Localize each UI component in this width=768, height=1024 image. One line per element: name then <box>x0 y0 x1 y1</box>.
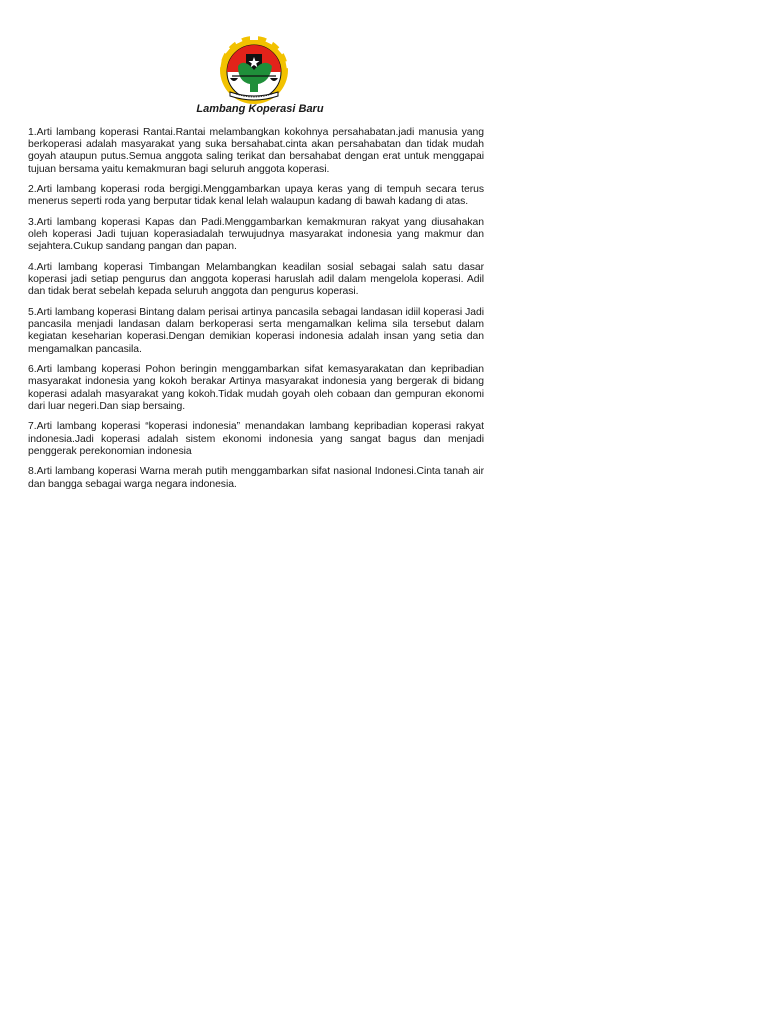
paragraph-roda-bergigi: 2.Arti lambang koperasi roda bergigi.Menggambarkan upaya keras yang di tempuh secara terus menerus seperti roda yang berputar tidak kenal lelah walaupun kadang di bawah kadang di atas. <box>28 184 484 208</box>
paragraph-kapas-padi: 3.Arti lambang koperasi Kapas dan Padi.Menggambarkan kemakmuran rakyat yang diusahakan oleh koperasi Jadi tujuan koperasiadalah terwujudnya masyarakat indonesia yang makmur dan sejahtera.Cukup sandang pangan dan papan. <box>28 217 484 253</box>
paragraph-bintang: 5.Arti lambang koperasi Bintang dalam perisai artinya pancasila sebagai landasan idiil koperasi Jadi pancasila menjadi landasan dalam berkoperasi serta mengamalkan kelima sila tersebut dalam kegiatan keseharian koperasi.Dengan demikian koperasi indonesia adalah insan yang setia dan mengamalkan pancasila. <box>28 307 484 355</box>
paragraph-koperasi-indonesia: 7.Arti lambang koperasi “koperasi indonesia” menandakan lambang kepribadian koperasi rakyat indonesia.Jadi koperasi adalah sistem ekonomi indonesia yang sangat bagus dan menjadi penggerak perekonomian indonesia <box>28 421 484 457</box>
document-title: Lambang Koperasi Baru <box>196 103 324 115</box>
document-body <box>28 127 484 499</box>
koperasi-emblem-svg <box>208 36 300 108</box>
paragraph-rantai: 1.Arti lambang koperasi Rantai.Rantai melambangkan kokohnya persahabatan.jadi manusia yang berkoperasi adalah masyarakat yang suka bersahabat.cinta akan persahabatan dan tidak mudah goyah ataupun putus.Semua anggota saling terikat dan bersahabat dengan erat untuk menggapai tujuan bersama yaitu kemakmuran bagi seluruh anggota koperasi. <box>28 127 484 175</box>
paragraph-pohon-beringin: 6.Arti lambang koperasi Pohon beringin menggambarkan sifat kemasyarakatan dan kepribadian masyarakat indonesia yang kokoh berakar Artinya masyarakat indonesia yang bergerak di bidang koperasi adalah masyarakat yang kokoh.Tidak mudah goyah oleh cobaan dan gempuran ekonomi dari luar negeri.Dan siap bersaing. <box>28 364 484 412</box>
paragraph-merah-putih: 8.Arti lambang koperasi Warna merah putih menggambarkan sifat nasional Indonesi.Cinta tanah air dan bangga sebagai warga negara indonesia. <box>28 466 484 490</box>
koperasi-emblem-icon <box>208 36 300 108</box>
paragraph-timbangan: 4.Arti lambang koperasi Timbangan Melambangkan keadilan sosial sebagai salah satu dasar koperasi jadi setiap pengurus dan anggota koperasi haruslah adil dalam mengelola koperasi. Adil dan tidak berat sebelah kepada seluruh anggota dan pengurus koperasi. <box>28 262 484 298</box>
